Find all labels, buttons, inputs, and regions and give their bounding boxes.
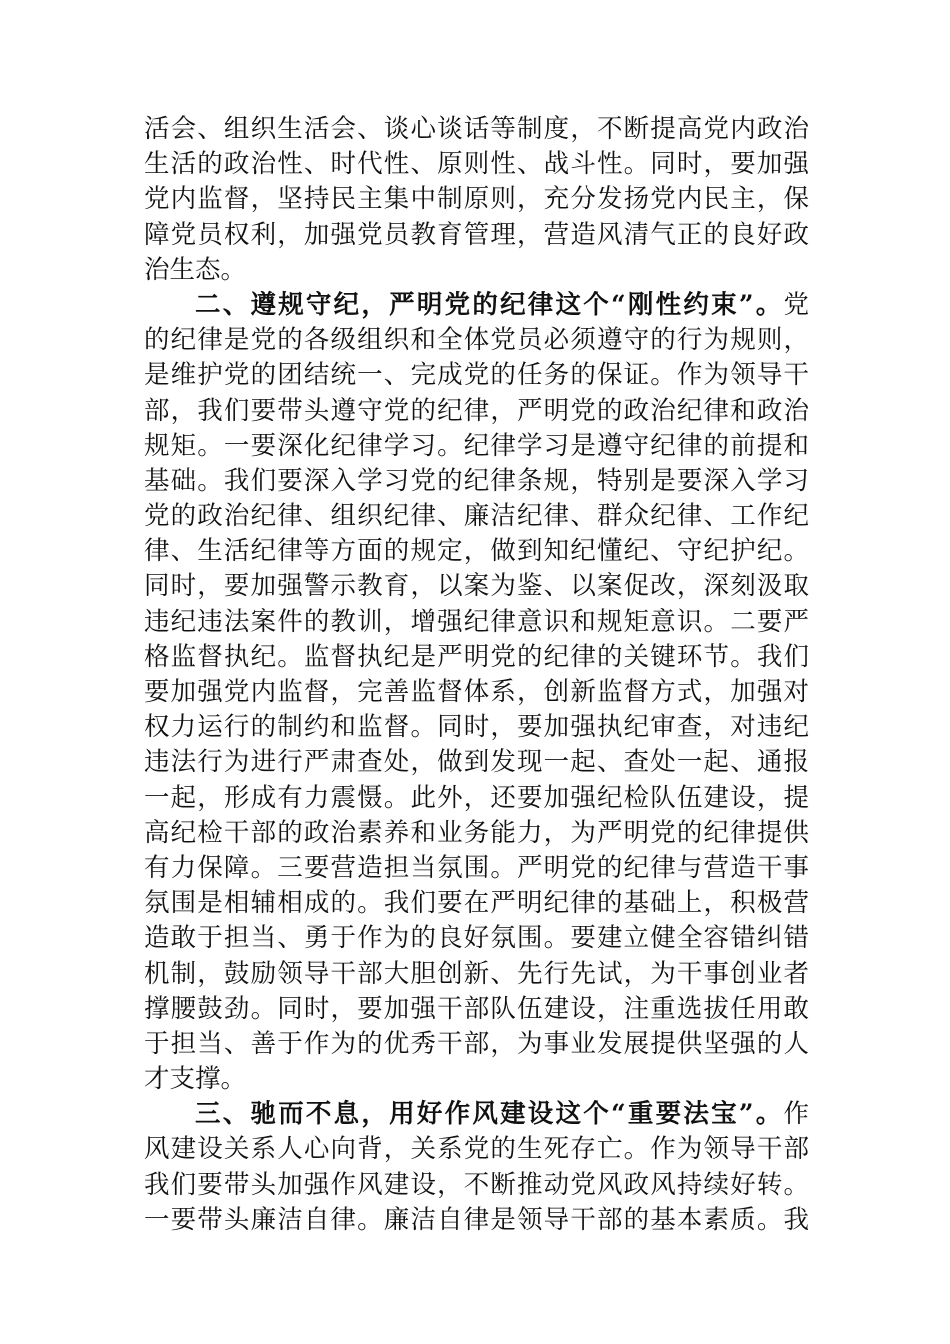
text-line: 我们要带头加强作风建设，不断推动党风政风持续好转。 <box>144 1169 809 1200</box>
text-line: 高纪检干部的政治素养和业务能力，为严明党的纪律提供 <box>144 817 809 848</box>
text-line: 治生态。 <box>144 254 247 285</box>
text-line: 违纪违法案件的教训，增强纪律意识和规矩意识。二要严 <box>144 606 809 637</box>
text-line: 律、生活纪律等方面的规定，做到知纪懂纪、守纪护纪。 <box>144 536 809 567</box>
text-line: 同时，要加强警示教育，以案为鉴、以案促改，深刻汲取 <box>144 571 809 602</box>
text-line: 机制，鼓励领导干部大胆创新、先行先试，为干事创业者 <box>144 958 809 989</box>
text-line: 部，我们要带头遵守党的纪律，严明党的政治纪律和政治 <box>144 395 809 426</box>
text-line: 违法行为进行严肃查处，做到发现一起、查处一起、通报 <box>144 747 809 778</box>
section-heading-line <box>144 288 809 323</box>
section-heading-2: 二、遵规守纪，严明党的纪律这个“刚性约束”。 <box>195 289 784 320</box>
text-line: 一起，形成有力震慑。此外，还要加强纪检队伍建设，提 <box>144 782 809 813</box>
text-line: 党的政治纪律、组织纪律、廉洁纪律、群众纪律、工作纪 <box>144 501 809 532</box>
text-line: 风建设关系人心向背，关系党的生死存亡。作为领导干部 <box>144 1134 809 1165</box>
text-line: 氛围是相辅相成的。我们要在严明纪律的基础上，积极营 <box>144 888 809 919</box>
text-line: 格监督执纪。监督执纪是严明党的纪律的关键环节。我们 <box>144 641 809 672</box>
section-heading-line <box>144 1097 809 1132</box>
text-line: 才支撑。 <box>144 1064 247 1095</box>
text-line: 撑腰鼓劲。同时，要加强干部队伍建设，注重选拔任用敢 <box>144 993 809 1024</box>
text-line: 一要带头廉洁自律。廉洁自律是领导干部的基本素质。我 <box>144 1204 809 1235</box>
section-heading-3: 三、驰而不息，用好作风建设这个“重要法宝”。 <box>195 1099 784 1130</box>
text-line: 的纪律是党的各级组织和全体党员必须遵守的行为规则， <box>144 325 809 356</box>
text-line: 规矩。一要深化纪律学习。纪律学习是遵守纪律的前提和 <box>144 430 809 461</box>
text-line: 权力运行的制约和监督。同时，要加强执纪审查，对违纪 <box>144 712 809 743</box>
text-line: 障党员权利，加强党员教育管理，营造风清气正的良好政 <box>144 219 809 250</box>
text-line: 造敢于担当、勇于作为的良好氛围。要建立健全容错纠错 <box>144 923 809 954</box>
text-line: 活会、组织生活会、谈心谈话等制度，不断提高党内政治 <box>144 114 809 144</box>
text-line: 基础。我们要深入学习党的纪律条规，特别是要深入学习 <box>144 465 809 496</box>
text-line: 于担当、善于作为的优秀干部，为事业发展提供坚强的人 <box>144 1028 809 1059</box>
text-line: 是维护党的团结统一、完成党的任务的保证。作为领导干 <box>144 360 809 391</box>
text-line: 生活的政治性、时代性、原则性、战斗性。同时，要加强 <box>144 149 809 180</box>
paragraph-start: 作 <box>783 1099 809 1130</box>
text-line: 有力保障。三要营造担当氛围。严明党的纪律与营造干事 <box>144 852 809 883</box>
paragraph-start: 党 <box>783 289 809 320</box>
text-line: 党内监督，坚持民主集中制原则，充分发扬党内民主，保 <box>144 184 809 215</box>
body-text <box>144 112 809 1238</box>
text-line: 要加强党内监督，完善监督体系，创新监督方式，加强对 <box>144 677 809 707</box>
